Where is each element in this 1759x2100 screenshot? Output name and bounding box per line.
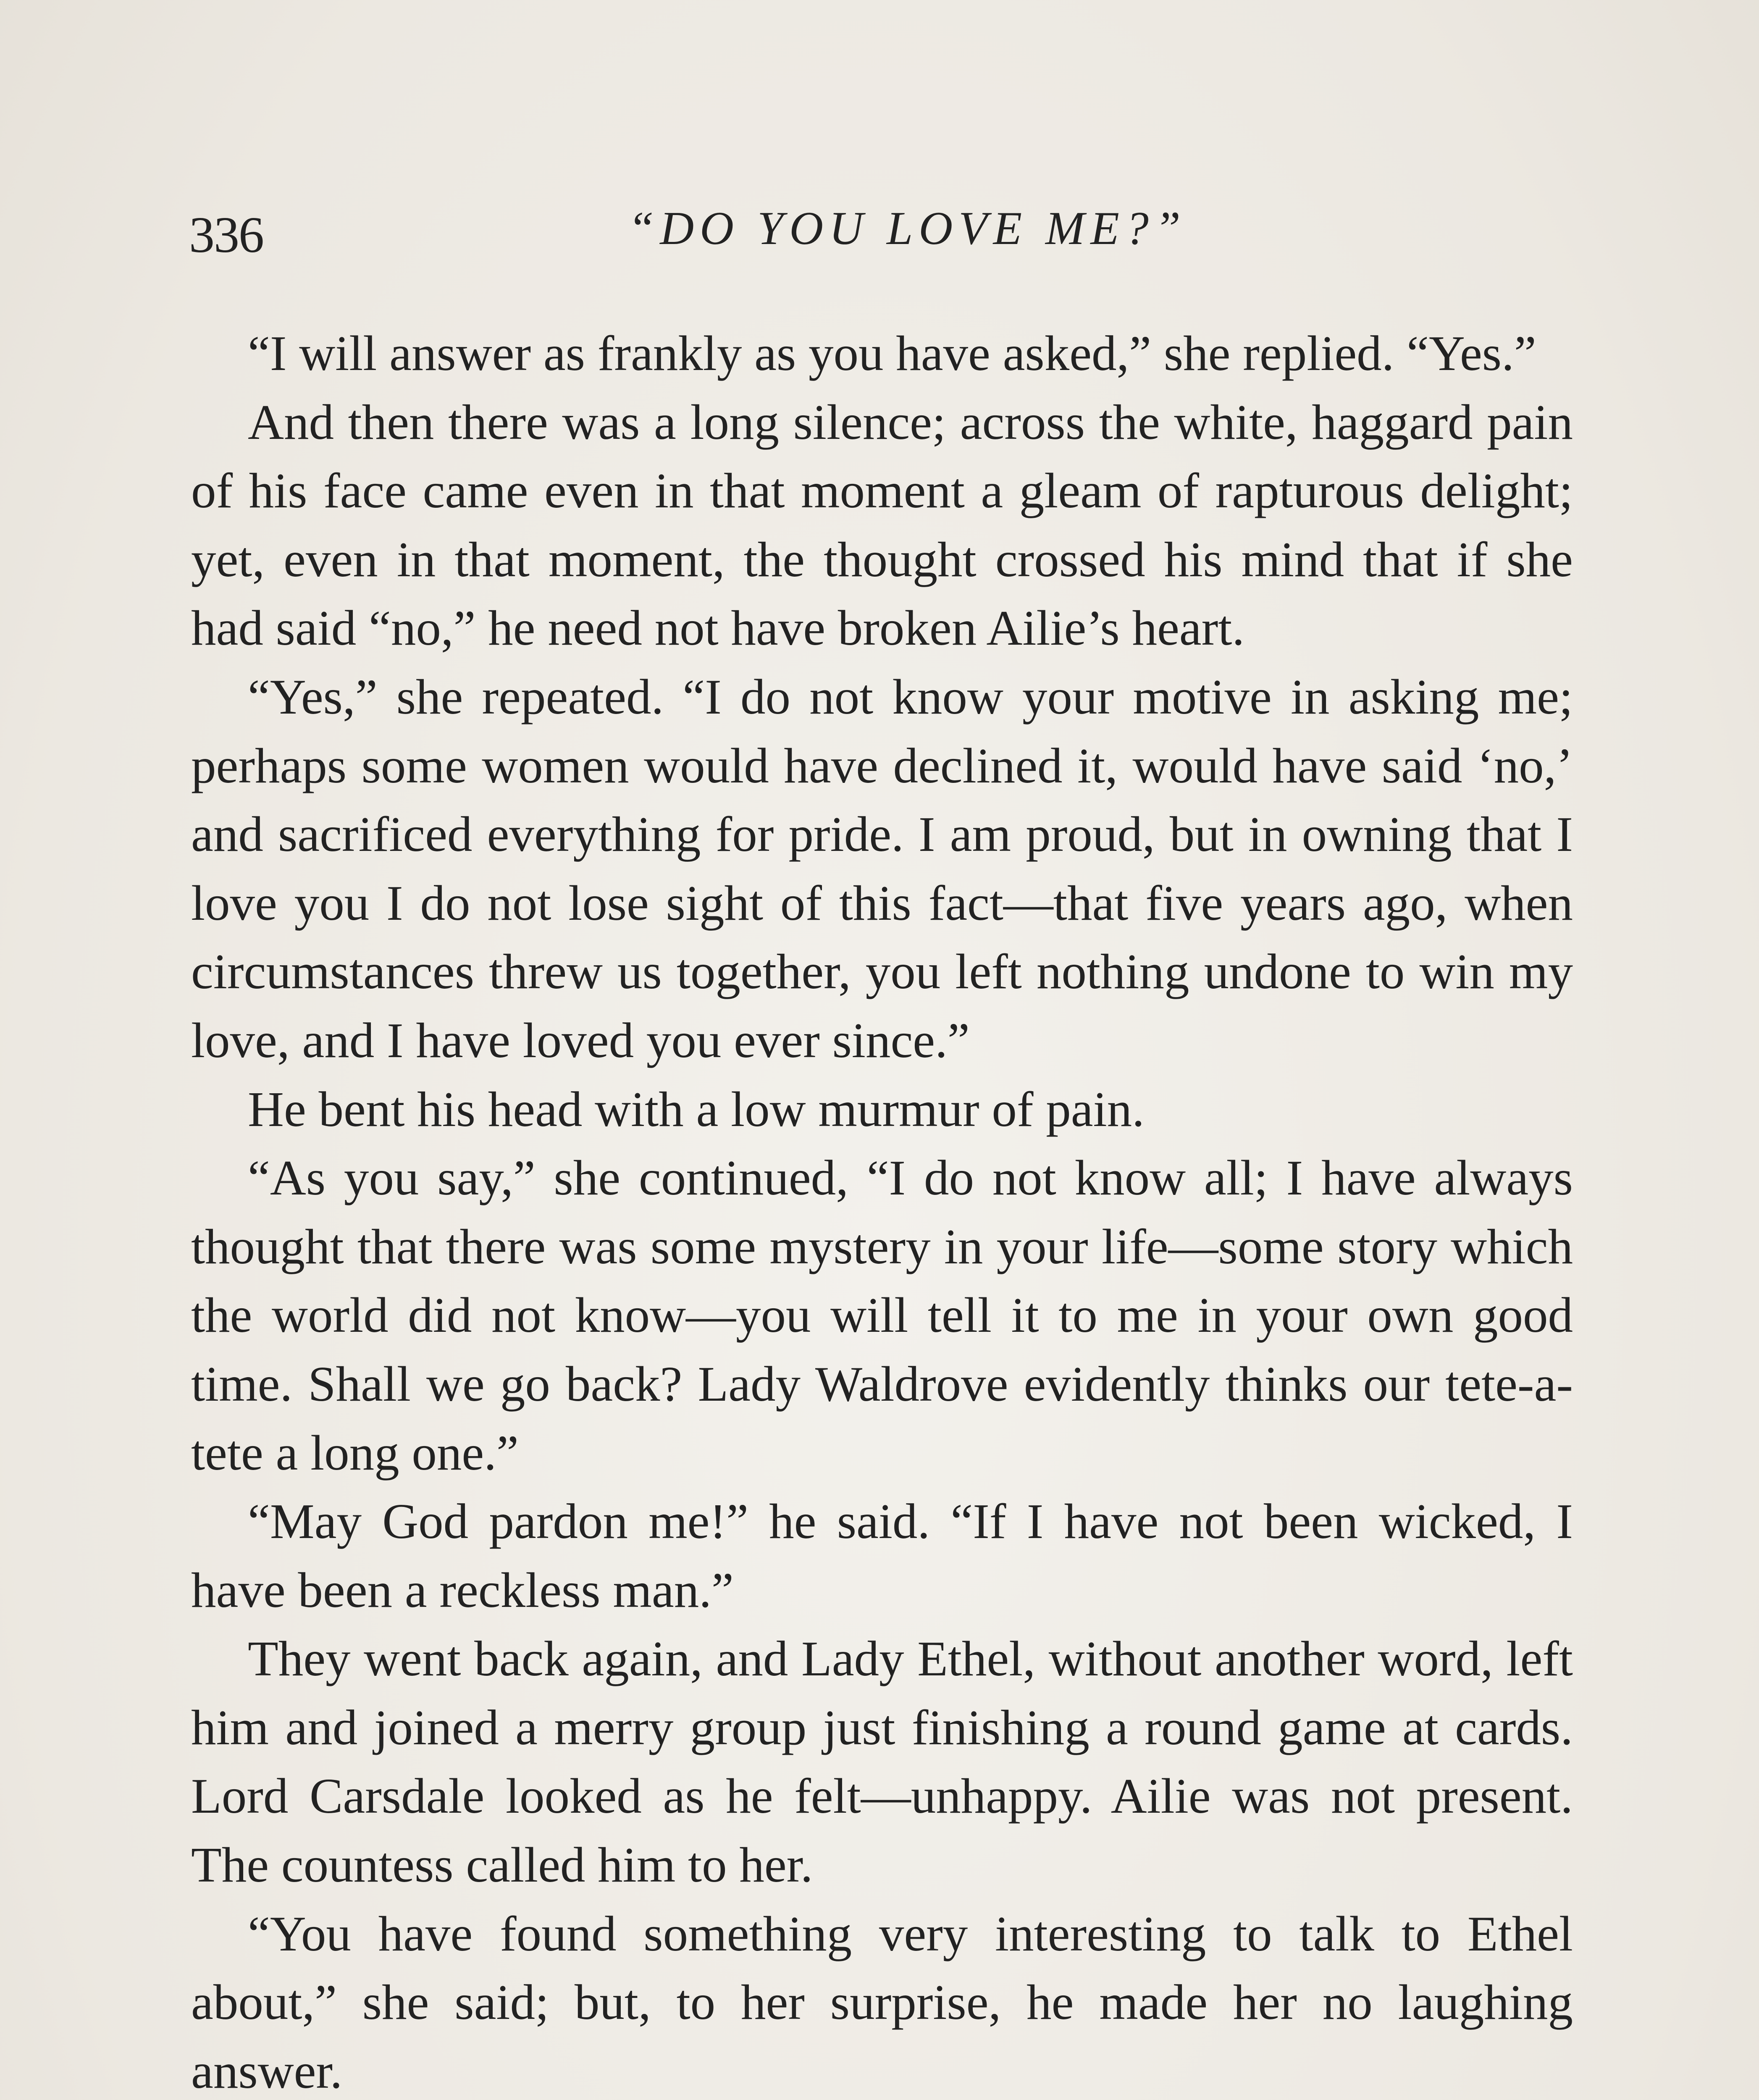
- paragraph: “You have found something very interesting to talk to Ethel about,” she said; but, to her surprise, he made her no laughing answer.: [191, 1906, 1573, 2099]
- page-body: [191, 319, 1573, 2100]
- page-number: 336: [189, 207, 263, 263]
- running-title: “DO YOU LOVE ME?”: [627, 202, 1187, 255]
- paragraph: He bent his head with a low murmur of pain.: [248, 1081, 1145, 1137]
- paragraph: They went back again, and Lady Ethel, without another word, left him and joined a merry group just finishing a round game at cards. Lord Carsdale looked as he felt—unhappy. Ailie was not present. The countess called him to her.: [191, 1631, 1573, 1893]
- page-header: [189, 202, 1575, 265]
- paragraph: “As you say,” she continued, “I do not know all; I have always thought that there was some mystery in your life—some story which the world did not know—you will tell it to me in your own good time. Shall we go back? Lady Waldrove evidently thinks our tete-a-tete a long one.”: [191, 1150, 1573, 1480]
- paragraph: And then there was a long silence; across the white, haggard pain of his face came even in that moment a gleam of rapturous delight; yet, even in that moment, the thought crossed his mind that if she had said “no,” he need not have broken Ailie’s heart.: [191, 394, 1573, 656]
- paragraph: “Yes,” she repeated. “I do not know your motive in asking me; perhaps some women would have declined it, would have said ‘no,’ and sacrificed everything for pride. I am proud, but in owning that I love you I do not lose sight of this fact—that five years ago, when circumstances threw us together, you left nothing undone to win my love, and I have loved you ever since.”: [191, 669, 1573, 1068]
- paragraph: “I will answer as frankly as you have asked,” she replied. “Yes.”: [248, 326, 1536, 381]
- paragraph: “May God pardon me!” he said. “If I have not been wicked, I have been a reckless man.”: [191, 1494, 1573, 1618]
